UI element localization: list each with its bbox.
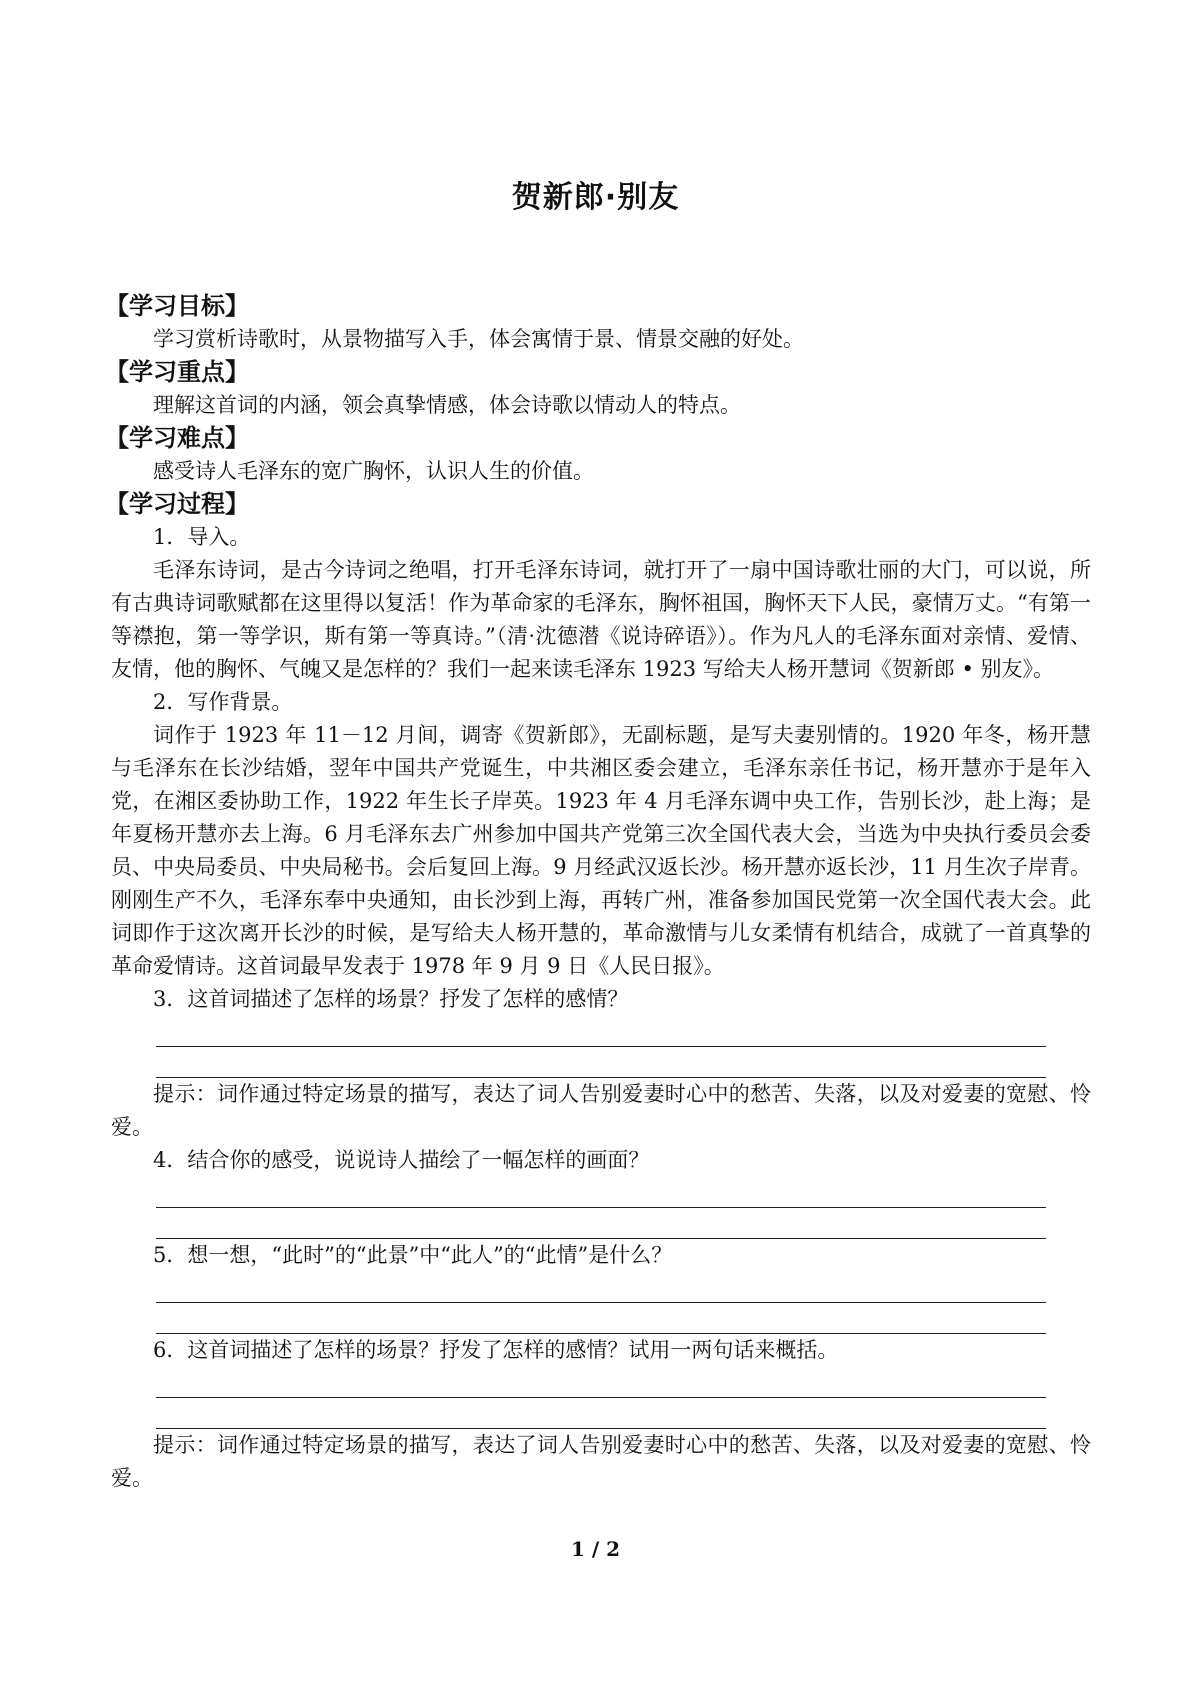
answer-line: [156, 1398, 1046, 1429]
page-number: 1 / 2: [570, 1537, 621, 1561]
focus-heading: 【学习重点】: [105, 358, 249, 386]
focus-text: 理解这首词的内涵，领会真挚情感，体会诗歌以情动人的特点。: [153, 393, 741, 417]
item1-label: 1．导入。: [153, 525, 251, 549]
question-3: 3．这首词描述了怎样的场景？抒发了怎样的感情？: [153, 987, 629, 1011]
goal-heading: 【学习目标】: [105, 292, 249, 320]
question-6: 6．这首词描述了怎样的场景？抒发了怎样的感情？试用一两句话来概括。: [153, 1338, 839, 1362]
process-heading: 【学习过程】: [105, 490, 249, 518]
item1-text: 毛泽东诗词，是古今诗词之绝唱，打开毛泽东诗词，就打开了一扇中国诗歌壮丽的大门，可以说，所有古典诗词歌赋都在这里得以复活！作为革命家的毛泽东，胸怀祖国，胸怀天下人民，豪情万丈。“有第一等襟抱，第一等学识，斯有第一等真诗。”（清·沈德潜《说诗碎语》）。作为凡人的毛泽东面对亲情、爱情、友情，他的胸怀、气魄又是怎样的？我们一起来读毛泽东 1923 写给夫人杨开慧词《贺新郎 • 别友》。: [111, 558, 1091, 681]
answer-line: [156, 1177, 1046, 1208]
answer-line: [156, 1303, 1046, 1334]
question-5: 5．想一想，“此时”的“此景”中“此人”的“此情”是什么？: [153, 1243, 673, 1267]
hint-1: 提示：词作通过特定场景的描写，表达了词人告别爱妻时心中的愁苦、失落，以及对爱妻的宽慰、怜爱。: [111, 1082, 1091, 1139]
answer-line: [156, 1367, 1046, 1398]
answer-line: [156, 1047, 1046, 1078]
answer-line: [156, 1272, 1046, 1303]
document-body: [105, 290, 1091, 1495]
goal-text: 学习赏析诗歌时，从景物描写入手，体会寓情于景、情景交融的好处。: [153, 327, 804, 351]
item2-text: 词作于 1923 年 11－12 月间，调寄《贺新郎》，无副标题，是写夫妻别情的。1920 年冬，杨开慧与毛泽东在长沙结婚，翌年中国共产党诞生，中共湘区委会建立，毛泽东亲任书记，杨开慧亦于是年入党，在湘区委协助工作，1922 年生长子岸英。1923 年 4 月毛泽东调中央工作，告别长沙，赴上海；是年夏杨开慧亦去上海。6 月毛泽东去广州参加中国共产党第三次全国代表大会，当选为中央执行委员会委员、中央局委员、中央局秘书。会后复回上海。9 月经武汉返长沙。杨开慧亦返长沙，11 月生次子岸青。刚刚生产不久，毛泽东奉中央通知，由长沙到上海，再转广州，准备参加国民党第一次全国代表大会。此词即作于这次离开长沙的时候，是写给夫人杨开慧的，革命激情与儿女柔情有机结合，成就了一首真挚的革命爱情诗。这首词最早发表于 1978 年 9 月 9 日《人民日报》。: [111, 723, 1091, 978]
hint-2: 提示：词作通过特定场景的描写，表达了词人告别爱妻时心中的愁苦、失落，以及对爱妻的宽慰、怜爱。: [111, 1433, 1091, 1490]
page-title: 贺新郎·别友: [511, 180, 680, 215]
item2-label: 2．写作背景。: [153, 690, 293, 714]
difficulty-text: 感受诗人毛泽东的宽广胸怀，认识人生的价值。: [153, 459, 594, 483]
question-4: 4．结合你的感受，说说诗人描绘了一幅怎样的画面？: [153, 1148, 650, 1172]
answer-line: [156, 1208, 1046, 1239]
answer-line: [156, 1016, 1046, 1047]
difficulty-heading: 【学习难点】: [105, 424, 249, 452]
